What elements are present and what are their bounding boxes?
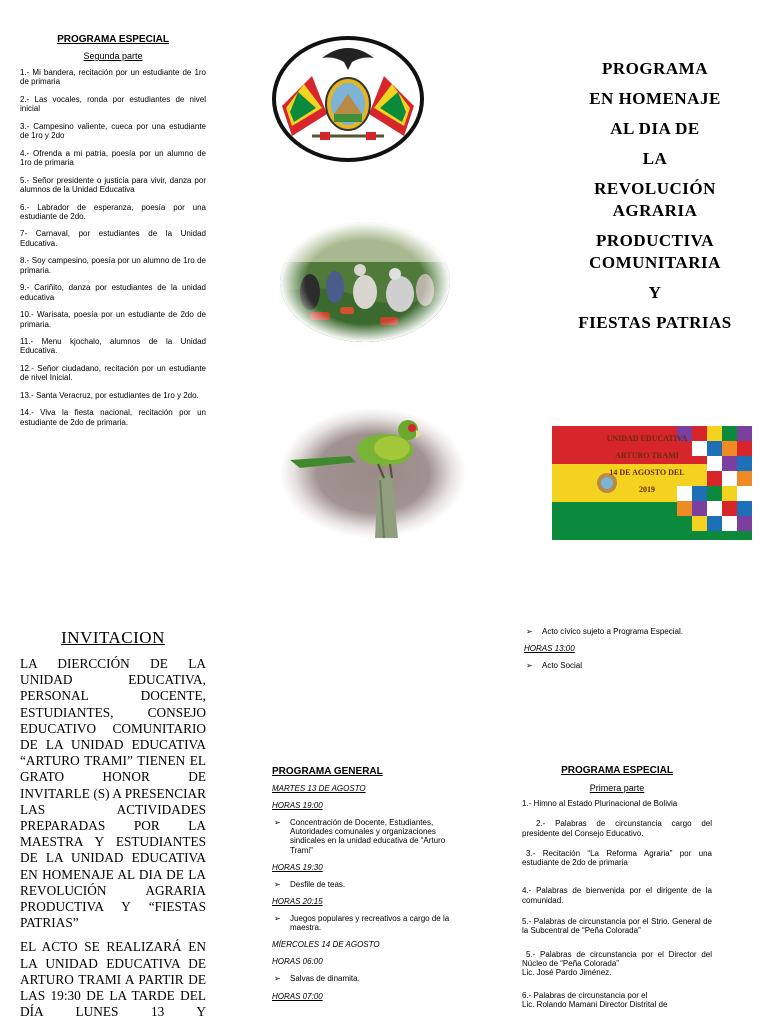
program-item: 9.- Cariñito, danza por estudiantes de la unidad educativa [20, 283, 206, 302]
invitation-heading: INVITACION [61, 628, 165, 647]
special-program-part1-title: PROGRAMA ESPECIAL [561, 765, 673, 776]
cover-title-line: REVOLUCIÓN [594, 179, 716, 198]
cover-title-line: COMUNITARIA [589, 253, 721, 272]
program-activity: ➢ Desfile de teas. [272, 880, 462, 889]
program-item: 1.- Himno al Estado Plurinacional de Bolivia [522, 799, 678, 808]
invitation-paragraph: EL ACTO SE REALIZARÁ EN LA UNIDAD EDUCATIVA DE ARTURO TRAMI A PARTIR DE LAS 19:30 DE LA TARDE DEL DÍA LUNES 13 Y [20, 939, 206, 1020]
parrot-photo [280, 408, 466, 538]
special-program-part1-subtitle: Primera parte [589, 783, 645, 793]
cover-title-line: LA [642, 149, 668, 168]
program-item: 4.- Palabras de bienvenida por el dirigente de la comunidad. [522, 886, 712, 905]
program-date: MÍERCOLES 14 DE AGOSTO [272, 940, 380, 950]
program-date: MARTES 13 DE AGOSTO [272, 784, 366, 793]
cover-title [560, 58, 750, 334]
program-item: 11.- Menu kjochalo, alumnos de la Unidad Educativa. [20, 337, 206, 356]
special-program-part2-subtitle: Segunda parte [83, 51, 143, 61]
cover-title-line: PROGRAMA [602, 59, 708, 78]
cover-title-line: EN HOMENAJE [589, 89, 721, 108]
program-item: 1.- Mi bandera, recitación por un estudiante de 1ro de primaria [20, 68, 206, 87]
program-item: 2.- Las vocales, ronda por estudiantes de nivel inicial [20, 94, 206, 114]
program-activity: ➢ Concentración de Docente, Estudiantes, Autoridades comunales y organizaciones sindicales en la unidad educativa de “Arturo Trami” [272, 818, 462, 855]
invitation [20, 628, 206, 1020]
program-item: 7- Carnaval, por estudiantes de la Unidad Educativa. [20, 229, 206, 248]
program-activity: ➢ Salvas de dinamita. [272, 974, 462, 983]
special-program-part2-title: PROGRAMA ESPECIAL [57, 34, 169, 45]
special-program-part1 [522, 765, 712, 1009]
coat-of-arms-image [272, 36, 424, 162]
program-time: HORAS 13:00 [524, 644, 575, 654]
general-program-heading: PROGRAMA GENERAL [272, 766, 383, 777]
flag-banner [552, 426, 752, 540]
program-activity: ➢ Acto cívico sujeto a Programa Especial. [524, 627, 712, 636]
flag-banner-line4: 2019 [639, 485, 655, 494]
program-item: 12.- Señor ciudadano, recitación por un estudiante de nivel Inicial. [20, 363, 206, 383]
program-activity: ➢ Acto Social [524, 661, 712, 670]
flag-banner-line1: UNIDAD EDUCATIVA [606, 434, 688, 443]
program-item: 5.- Señor presidente o justicia para vivir, danza por alumnos de la Unidad Educativa [20, 175, 206, 195]
farmers-photo [280, 222, 450, 342]
program-item: 8.- Soy campesino, poesía por un alumno de 1ro de primaria. [20, 256, 206, 275]
program-time: HORAS 20:15 [272, 897, 323, 907]
program-item: 3.- Recitación “La Reforma Agraria” por una estudiante de 2do de primaria [522, 848, 712, 868]
program-time: HORAS 19:00 [272, 801, 323, 810]
program-item: 5.- Palabras de circunstancia por el Director del Núcleo de “Peña Colorada” Lic. José Pardo Jiménez. [522, 949, 712, 978]
program-item: 3.- Campesino valiente, cueca por una estudiante de 1ro y 2do [20, 121, 206, 141]
program-item: 13.- Santa Veracruz, por estudiantes de 1ro y 2do. [20, 390, 199, 400]
cover-title-line: FIESTAS PATRIAS [578, 313, 732, 332]
program-item: 10.- Warisata, poesía por un estudiante de 2do de primaria. [20, 310, 206, 329]
program-item: 6.- Palabras de circunstancia por el Lic. Rolando Mamani Director Distrital de [522, 990, 668, 1009]
cover-title-line: AL DIA DE [610, 119, 700, 138]
program-item: 4.- Ofrenda a mi patria, poesía por un alumno de 1ro de primaria [20, 148, 206, 168]
flag-banner-text [582, 430, 712, 498]
program-item: 2.- Palabras de circunstancia cargo del presidente del Consejo Educativo. [522, 819, 712, 838]
program-item: 14.- Viva la fiesta nacional, recitación por un estudiante de 2do de primaria. [20, 408, 206, 427]
program-item: 5.- Palabras de circunstancia por el Strio. General de la Subcentral de “Peña Colorada” [522, 917, 712, 936]
flag-banner-line3: 14 DE AGOSTO DEL [609, 468, 685, 477]
invitation-paragraph: LA DIERCCIÓN DE LA UNIDAD EDUCATIVA, PERSONAL DOCENTE, ESTUDIANTES, CONSEJO EDUCATIVO COMUNITARIO DE LA UNIDAD EDUCATIVA “ARTURO TRAMI” TIENEN EL GRATO HONOR DE INVITARLE (S) A PRESENCIAR LAS ACTIVIDADES PREPARADAS POR LA MAESTRA Y ESTUDIANTES DE LA UNIDAD EDUCATIVA EN HOMENAJE AL DIA DE LA REVOLUCIÓN AGRARIA PRODUCTIVA Y “FIESTAS PATRIAS” [20, 656, 206, 931]
flag-banner-line2: ARTURO TRAMI [615, 451, 679, 460]
cover-title-line: Y [648, 283, 662, 302]
cover-title-line: AGRARIA [612, 201, 698, 220]
program-time: HORAS 06:00 [272, 957, 323, 967]
program-item: 6.- Labrador de esperanza, poesía por una estudiante de 2do. [20, 202, 206, 221]
program-activity: ➢ Juegos populares y recreativos a cargo de la maestra. [272, 914, 462, 932]
special-program-part2 [20, 34, 206, 435]
program-time: HORAS 19:30 [272, 862, 323, 872]
program-continuation [524, 627, 712, 678]
program-time: HORAS 07:00 [272, 991, 323, 1001]
cover-title-line: PRODUCTIVA [595, 231, 715, 250]
general-program [272, 766, 462, 1009]
